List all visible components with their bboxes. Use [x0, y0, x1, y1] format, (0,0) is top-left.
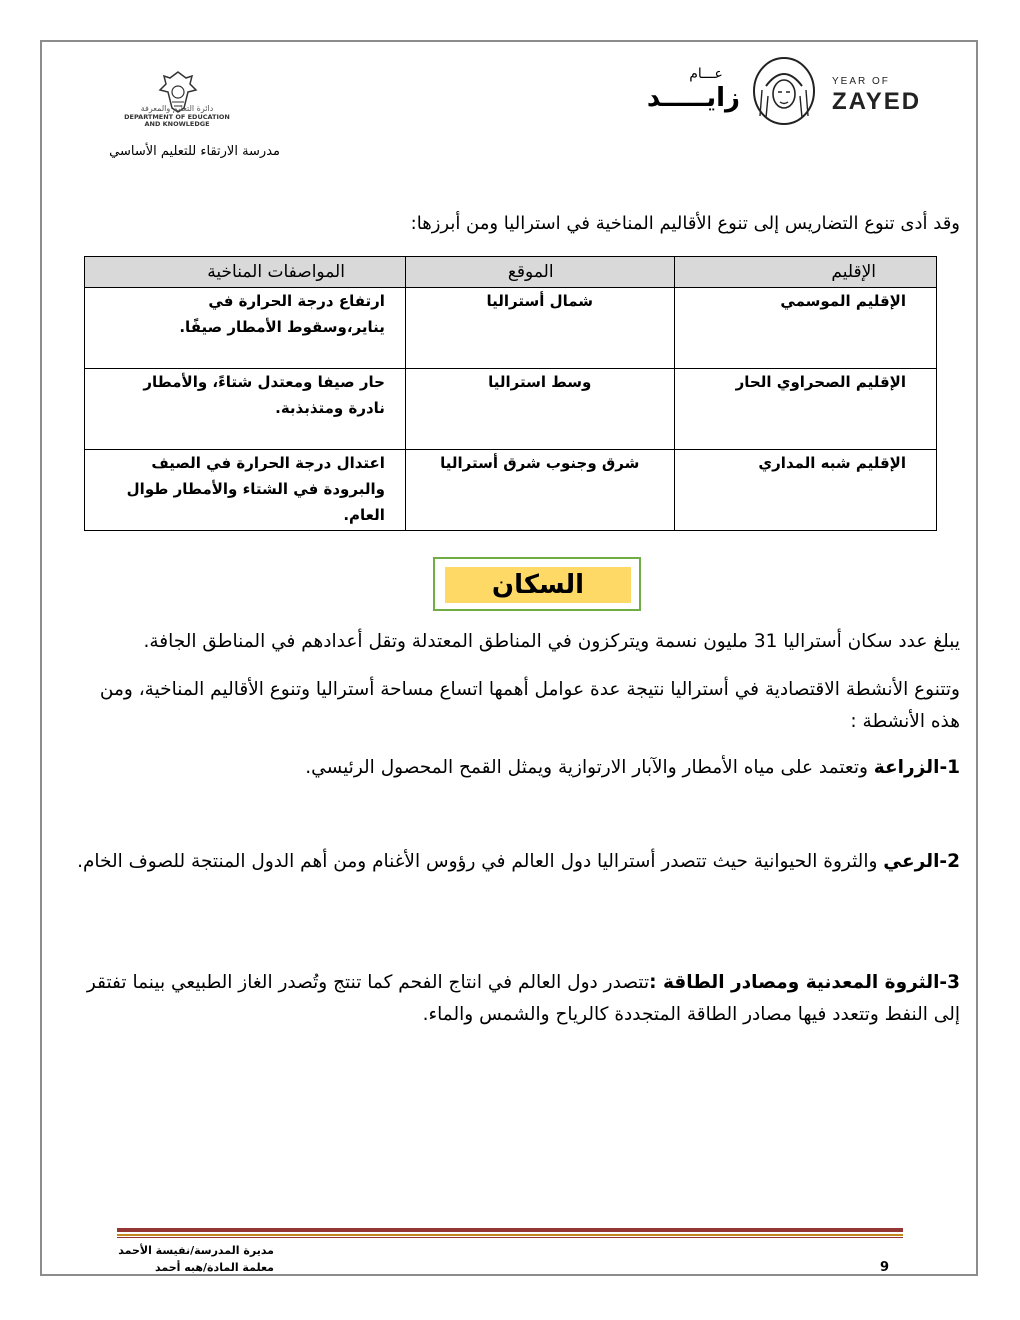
dept-name-en-line2: AND KNOWLEDGE: [144, 120, 210, 128]
grazing-title: 2-الرعي: [883, 851, 960, 872]
table-header-row: [85, 257, 937, 288]
section-title: السكان: [445, 567, 631, 603]
header-location: الموقع: [405, 257, 674, 288]
grazing-paragraph: [70, 846, 960, 878]
school-name: مدرسة الارتقاء للتعليم الأساسي: [109, 144, 280, 159]
economy-paragraph: وتتنوع الأنشطة الاقتصادية في أستراليا نتيجة عدة عوامل أهمها اتساع مساحة أستراليا وتنوع الأقاليم المناخية، ومن هذه الأنشطة :: [99, 679, 960, 732]
cell-location: شمال أستراليا: [405, 288, 674, 369]
cell-description: [85, 450, 406, 531]
cell-region: الإقليم شبه المداري: [674, 450, 936, 531]
cell-description: [85, 288, 406, 369]
table-row: [85, 369, 937, 450]
cell-description: [85, 369, 406, 450]
footer-divider-thin: [117, 1237, 903, 1238]
intro-text: وقد أدى تنوع التضاريس إلى تنوع الأقاليم المناخية في استراليا ومن أبرزها:: [410, 213, 960, 234]
header-description: المواصفات المناخية: [85, 257, 406, 288]
year-of-en: YEAR OF: [832, 76, 890, 87]
cell-description-text: اعتدال درجة الحرارة في الصيف والبرودة في الشتاء والأمطار طوال العام.: [126, 454, 385, 524]
cell-location: شرق وجنوب شرق أستراليا: [405, 450, 674, 531]
cell-region: الإقليم الصحراوي الحار: [674, 369, 936, 450]
cell-location: وسط استراليا: [405, 369, 674, 450]
agriculture-title: 1-الزراعة: [873, 757, 960, 778]
page-number: 9: [880, 1260, 890, 1275]
population-paragraph: يبلغ عدد سكان أستراليا 31 مليون نسمة ويتركزون في المناطق المعتدلة وتقل أعدادهم في المناطق الجافة.: [143, 631, 960, 652]
mining-title: 3-الثروة المعدنية ومصادر الطاقة :: [649, 972, 960, 993]
mining-paragraph: [70, 967, 960, 1031]
zayed-portrait-icon: [752, 56, 816, 126]
cell-description-text: حار صيفا ومعتدل شتاءً، والأمطار نادرة ومتذبذبة.: [143, 373, 385, 417]
mining-text: تتصدر دول العالم في انتاج الفحم كما تنتج وتُصدر الغاز الطبيعي بينما تفتقر إلى النفط وتتعدد فيها مصادر الطاقة المتجددة كالرياح والشمس والماء.: [86, 972, 960, 1025]
footer-divider-accent: [117, 1234, 903, 1236]
cell-region: الإقليم الموسمي: [674, 288, 936, 369]
footer-principal: مديرة المدرسة/نفيسة الأحمد: [118, 1244, 274, 1257]
agriculture-paragraph: [70, 752, 960, 784]
climate-table: [84, 256, 937, 531]
agriculture-text: وتعتمد على مياه الأمطار والآبار الارتوازية ويمثل القمح المحصول الرئيسي.: [305, 757, 874, 778]
cell-description-text: ارتفاع درجة الحرارة في يناير،وسقوط الأمطار صيفًا.: [179, 292, 385, 336]
dept-name-en-line1: DEPARTMENT OF EDUCATION: [124, 113, 230, 121]
section-title-box: [433, 557, 641, 611]
table-row: [85, 288, 937, 369]
footer-teacher: معلمة المادة/هبه أحمد: [155, 1261, 274, 1274]
grazing-text: والثروة الحيوانية حيث تتصدر أستراليا دول العالم في رؤوس الأغنام ومن أهم الدول المنتجة للصوف الخام.: [77, 851, 884, 872]
zayed-en: ZAYED: [832, 88, 922, 115]
header-region: الإقليم: [674, 257, 936, 288]
year-of-ar: عـــام: [689, 66, 723, 82]
footer-divider: [117, 1228, 903, 1232]
dept-name-ar: دائرة التعليم والمعرفة: [140, 104, 214, 113]
dept-name-en: [110, 114, 244, 128]
table-row: [85, 450, 937, 531]
zayed-ar: زايـــــد: [646, 83, 740, 113]
